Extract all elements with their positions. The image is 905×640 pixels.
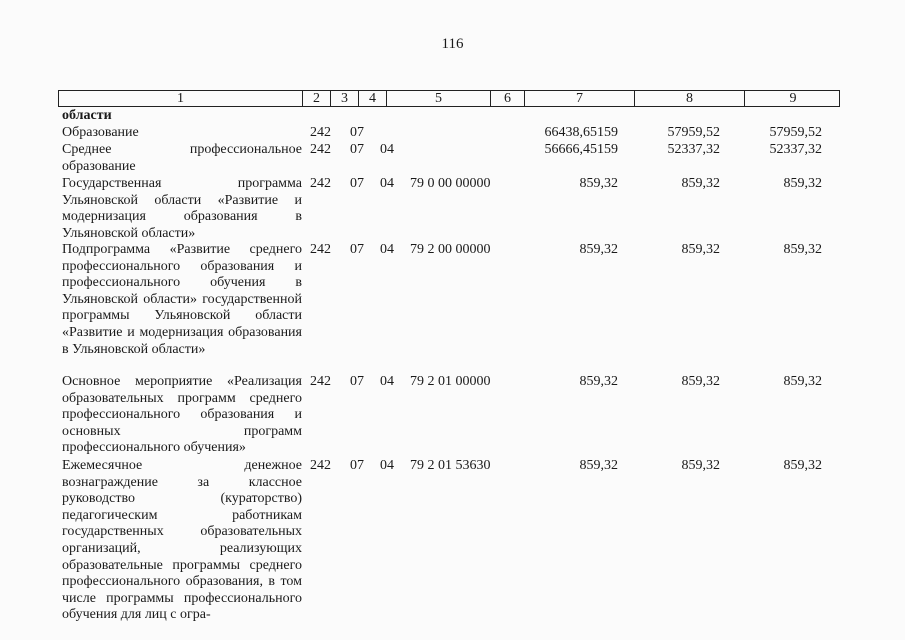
row-section: 07 — [350, 374, 364, 389]
header-col-8: 8 — [635, 91, 745, 107]
header-col-6: 6 — [491, 91, 525, 107]
row-target-article: 79 2 01 53630 — [410, 458, 491, 473]
row-name: Подпрограмма «Развитие среднего профессионального образования и профессионального обучения в Ульяновской области» государственной программы Ульяновской области «Развитие и модернизация образования в Ульяновской области» — [62, 242, 302, 357]
row-name: Образование — [62, 125, 139, 140]
row-value-col8: 52337,32 — [667, 142, 720, 157]
header-col-9: 9 — [789, 91, 797, 106]
row-section: 07 — [350, 242, 364, 257]
header-col-5: 5 — [387, 91, 491, 107]
row-subsection: 04 — [380, 458, 394, 473]
row-value-col7: 66438,65159 — [544, 125, 618, 140]
row-value-col8: 859,32 — [681, 458, 720, 473]
row-value-col9: 859,32 — [783, 242, 822, 257]
header-col-3: 3 — [331, 91, 359, 107]
row-value-col7: 859,32 — [579, 458, 618, 473]
budget-table — [58, 90, 840, 623]
row-value-col9: 57959,52 — [769, 125, 822, 140]
row-value-col7: 859,32 — [579, 176, 618, 191]
row-name: Государственная программа Ульяновской области «Развитие и модернизация образования в Ульяновской области» — [62, 176, 302, 241]
row-subsection: 04 — [380, 142, 394, 157]
row-name: области — [62, 108, 112, 123]
row-value-col7: 859,32 — [579, 374, 618, 389]
row-target-article: 79 2 01 00000 — [410, 374, 491, 389]
row-value-col8: 859,32 — [681, 374, 720, 389]
row-value-col9: 859,32 — [783, 176, 822, 191]
row-code: 242 — [310, 142, 331, 157]
row-name: Ежемесячное денежное вознаграждение за классное руководство (кураторство) педагогическим работникам государственных образовательных организаций, реализующих образовательные программы среднего профессионального образования, в том числе программы профессионального обучения для лиц с огра- — [62, 458, 302, 623]
header-col-2: 2 — [303, 91, 331, 107]
row-value-col7: 56666,45159 — [544, 142, 618, 157]
row-target-article: 79 0 00 00000 — [410, 176, 491, 191]
row-value-col9: 52337,32 — [769, 142, 822, 157]
row-subsection: 04 — [380, 242, 394, 257]
row-name: Основное мероприятие «Реализация образовательных программ среднего профессионального образования и основных программ профессионального обучения» — [62, 374, 302, 456]
page-number: 116 — [441, 36, 464, 52]
row-section: 07 — [350, 458, 364, 473]
row-code: 242 — [310, 242, 331, 257]
row-section: 07 — [350, 125, 364, 140]
row-subsection: 04 — [380, 176, 394, 191]
row-code: 242 — [310, 176, 331, 191]
row-name: Среднее профессиональное образование — [62, 142, 302, 174]
row-value-col8: 859,32 — [681, 242, 720, 257]
row-section: 07 — [350, 142, 364, 157]
header-col-1: 1 — [59, 91, 303, 107]
row-value-col9: 859,32 — [783, 458, 822, 473]
header-col-4: 4 — [359, 91, 387, 107]
row-subsection: 04 — [380, 374, 394, 389]
table-header-row — [58, 90, 840, 107]
row-code: 242 — [310, 458, 331, 473]
row-code: 242 — [310, 374, 331, 389]
row-value-col8: 859,32 — [681, 176, 720, 191]
row-section: 07 — [350, 176, 364, 191]
row-value-col7: 859,32 — [579, 242, 618, 257]
row-target-article: 79 2 00 00000 — [410, 242, 491, 257]
row-value-col9: 859,32 — [783, 374, 822, 389]
row-code: 242 — [310, 125, 331, 140]
header-col-7: 7 — [525, 91, 635, 107]
row-value-col8: 57959,52 — [667, 125, 720, 140]
